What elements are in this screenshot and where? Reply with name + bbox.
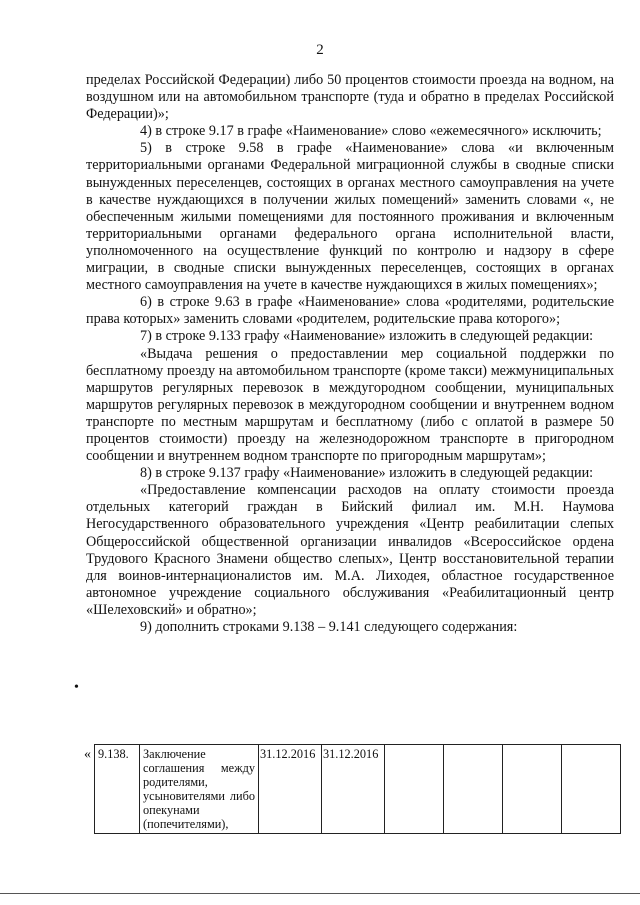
open-quote-mark: «: [84, 747, 91, 762]
paragraph-continuation: пределах Российской Федерации) либо 50 процентов стоимости проезда на водном, на воздушном или на автомобильном транспорте (туда и обратно в пределах Российской Федерации)»;: [86, 72, 614, 123]
page-number: 2: [316, 42, 324, 58]
paragraph-quote-9-133: «Выдача решения о предоставлении мер социальной поддержки по бесплатному проезду на автомобильном транспорте (кроме такси) межмуниципальных маршрутов регулярных перевозок в междугородном сообщении, муниципальных маршрутов регулярных перевозок в междугородном сообщении и внутреннем водном транспорте по местным маршрутам и бесплатному (либо с оплатой в размере 50 процентов стоимости) проезду на железнодорожном транспорте в пригородном сообщении и внутреннем водном транспорте по пригородным маршрутам»;: [86, 345, 614, 465]
empty-cell: [385, 745, 444, 834]
paragraph-item-9: 9) дополнить строками 9.138 – 9.141 следующего содержания:: [140, 619, 518, 635]
paragraph-quote-9-137: «Предоставление компенсации расходов на оплату стоимости проезда отдельных категорий граждан в Бийский филиал им. М.Н. Наумова Негосударственного образовательного учреждения «Центр реабилитации слепых Общероссийской общественной организации инвалидов «Всероссийское ордена Трудового Красного Знамени общество слепых», Центр восстановительной терапии для воинов-интернационалистов им. М.А. Лиходея, областное государственное автономное учреждение социального обслуживания «Реабилитационный центр «Шелеховский» и обратно»;: [86, 482, 614, 618]
empty-cell: [444, 745, 503, 834]
paragraph-item-5: 5) в строке 9.58 в графе «Наименование» слова «и включенным территориальными органами Федеральной миграционной службы в сводные списки вынужденных переселенцев, состоящих в органах местного самоуправления на учете в качестве нуждающихся в получении жилых помещений» заменить словами «, не обеспеченным жилыми помещениями для постоянного проживания и включенным территориальными органами федерального органа исполнительной власти, уполномоченного на осуществление функций по контролю и надзору в сфере миграции, в сводные списки вынужденных переселенцев, состоящих в органах местного самоуправления на учете в качестве нуждающихся в жилых помещениях»;: [86, 140, 614, 294]
row-name-cell: Заключение соглашения между родителями, усыновителями либо опекунами (попечителями),: [140, 745, 259, 834]
scan-edge-line: [0, 893, 640, 894]
appendix-table: [94, 744, 621, 834]
document-body: [86, 72, 614, 636]
row-number-cell: 9.138.: [95, 745, 140, 834]
paragraph-item-6: 6) в строке 9.63 в графе «Наименование» слова «родителями, родительские права которых» заменить словами «родителем, родительские права которого»;: [86, 294, 614, 328]
row-date-start-cell: 31.12.2016: [259, 745, 322, 834]
empty-cell: [503, 745, 562, 834]
table-wrapper: [84, 744, 621, 834]
paragraph-item-7: 7) в строке 9.133 графу «Наименование» изложить в следующей редакции:: [140, 328, 594, 345]
table-row: [95, 745, 621, 834]
paragraph-item-8: 8) в строке 9.137 графу «Наименование» изложить в следующей редакции:: [140, 465, 594, 482]
row-date-end-cell: 31.12.2016: [322, 745, 385, 834]
paragraph-item-4: 4) в строке 9.17 в графе «Наименование» слово «ежемесячного» исключить;: [140, 123, 602, 140]
empty-cell: [562, 745, 621, 834]
stray-mark: •: [74, 680, 79, 695]
